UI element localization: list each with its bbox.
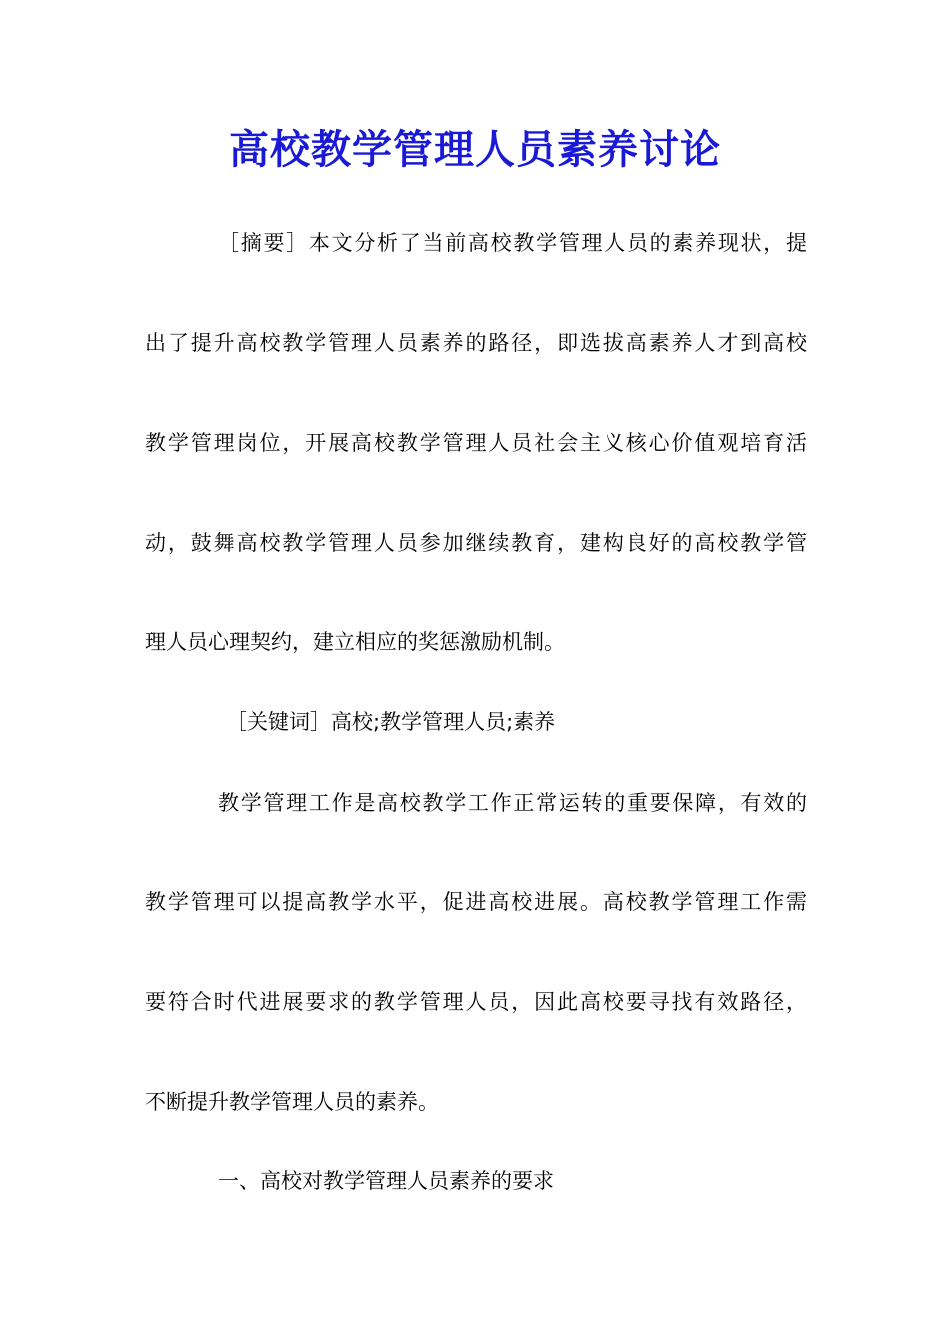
abstract-line-4: 动，鼓舞高校教学管理人员参加继续教育，建构良好的高校教学管 — [145, 531, 807, 555]
intro-line-3: 要符合时代进展要求的教学管理人员，因此高校要寻找有效路径， — [145, 990, 807, 1014]
abstract-line-1: ［摘要］本文分析了当前高校教学管理人员的素养现状，提 — [218, 231, 807, 255]
abstract-line-2: 出了提升高校教学管理人员素养的路径，即选拔高素养人才到高校 — [145, 331, 807, 355]
abstract-line-3: 教学管理岗位，开展高校教学管理人员社会主义核心价值观培育活 — [145, 431, 807, 455]
abstract-line-5: 理人员心理契约，建立相应的奖惩激励机制。 — [145, 630, 565, 654]
section-heading: 一、高校对教学管理人员素养的要求 — [218, 1169, 554, 1193]
document-title: 高校教学管理人员素养讨论 — [229, 126, 721, 173]
intro-line-1: 教学管理工作是高校教学工作正常运转的重要保障，有效的 — [218, 791, 807, 815]
keywords-line: ［关键词］高校;教学管理人员;素养 — [226, 710, 556, 734]
intro-line-2: 教学管理可以提高教学水平，促进高校进展。高校教学管理工作需 — [145, 890, 807, 914]
intro-line-4: 不断提升教学管理人员的素养。 — [145, 1090, 439, 1114]
